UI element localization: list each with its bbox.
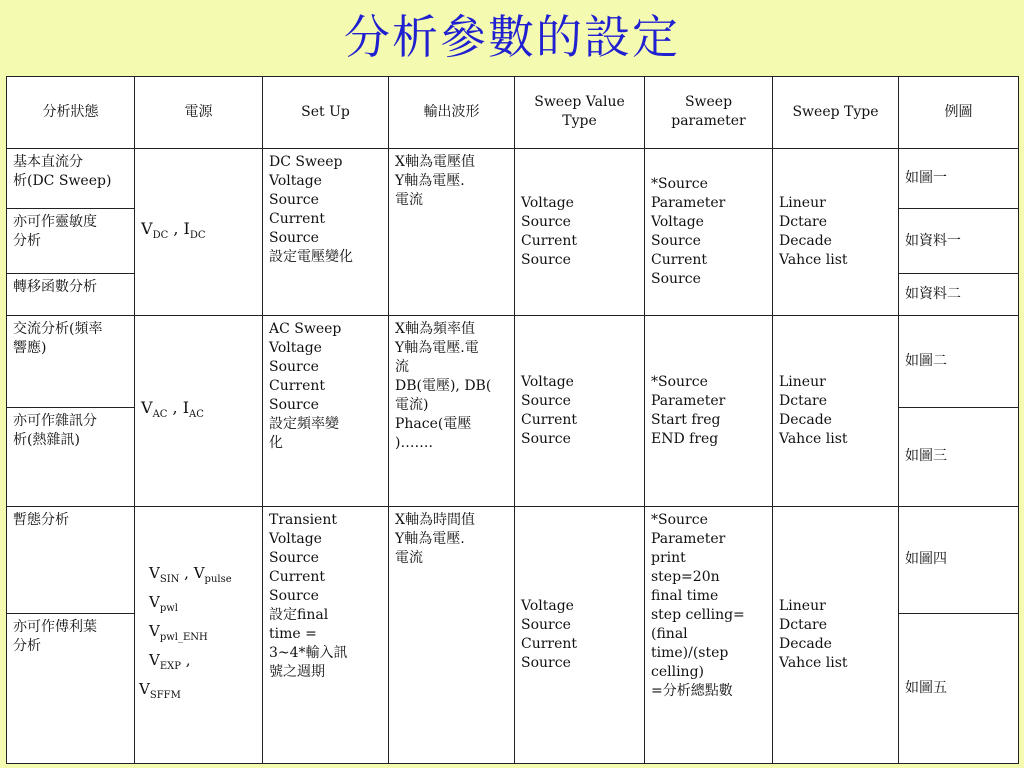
header-cell: Sweep Type xyxy=(773,77,899,149)
setup-cell: DC Sweep Voltage Source Current Source 設定電壓變化 xyxy=(263,148,389,315)
sweep-type-cell: Lineur Dctare Decade Vahce list xyxy=(773,315,899,506)
analysis-state-cell: 亦可作雜訊分 析(熱雜訊) xyxy=(7,408,135,507)
header-cell: 分析狀態 xyxy=(7,77,135,149)
header-cell: Set Up xyxy=(263,77,389,149)
analysis-state-cell: 轉移函數分析 xyxy=(7,274,135,315)
power-source-cell: $V_{DC}$ , $I_{DC}$ xyxy=(135,148,263,315)
table-row xyxy=(7,148,1019,208)
setup-cell: Transient Voltage Source Current Source 設定final time = 3~4*輸入訊 號之週期 xyxy=(263,506,389,763)
example-cell: 如圖二 xyxy=(899,315,1019,408)
example-cell: 如圖一 xyxy=(899,148,1019,208)
sweep-type-cell: Lineur Dctare Decade Vahce list xyxy=(773,506,899,763)
header-cell: Sweep Value Type xyxy=(515,77,645,149)
header-row xyxy=(7,77,1019,149)
sweep-value-type-cell: Voltage Source Current Source xyxy=(515,148,645,315)
analysis-state-cell: 交流分析(頻率 響應) xyxy=(7,315,135,408)
output-waveform-cell: X軸為頻率值 Y軸為電壓.電 流 DB(電壓), DB( 電流) Phace(電壓 )……. xyxy=(389,315,515,506)
header-cell: 例圖 xyxy=(899,77,1019,149)
example-cell: 如圖三 xyxy=(899,408,1019,507)
analysis-state-cell: 基本直流分 析(DC Sweep) xyxy=(7,148,135,208)
example-cell: 如資料二 xyxy=(899,274,1019,315)
analysis-parameter-table xyxy=(6,76,1019,764)
analysis-state-cell: 亦可作傅利葉 分析 xyxy=(7,613,135,763)
header-cell: 輸出波形 xyxy=(389,77,515,149)
analysis-state-cell: 亦可作靈敏度 分析 xyxy=(7,208,135,274)
output-waveform-cell: X軸為電壓值 Y軸為電壓. 電流 xyxy=(389,148,515,315)
output-waveform-cell: X軸為時間值 Y軸為電壓. 電流 xyxy=(389,506,515,763)
analysis-state-cell: 暫態分析 xyxy=(7,506,135,613)
example-cell: 如圖五 xyxy=(899,613,1019,763)
sweep-value-type-cell: Voltage Source Current Source xyxy=(515,315,645,506)
example-cell: 如圖四 xyxy=(899,506,1019,613)
table-row xyxy=(7,506,1019,613)
example-cell: 如資料一 xyxy=(899,208,1019,274)
header-cell: Sweep parameter xyxy=(645,77,773,149)
sweep-parameter-cell: *Source Parameter print step=20n final time step celling= (final time)/(step celling) =分析總點數 xyxy=(645,506,773,763)
power-source-cell: $V_{SIN}$ , $V_{pulse}$ $V_{pwl}$ $V_{pwl\_ENH}$ $V_{EXP}$ , $V_{SFFM}$ xyxy=(135,506,263,763)
power-source-cell: $V_{AC}$ , $I_{AC}$ xyxy=(135,315,263,506)
sweep-parameter-cell: *Source Parameter Voltage Source Current Source xyxy=(645,148,773,315)
sweep-type-cell: Lineur Dctare Decade Vahce list xyxy=(773,148,899,315)
sweep-parameter-cell: *Source Parameter Start freg END freg xyxy=(645,315,773,506)
table-row xyxy=(7,315,1019,408)
setup-cell: AC Sweep Voltage Source Current Source 設定頻率變 化 xyxy=(263,315,389,506)
header-cell: 電源 xyxy=(135,77,263,149)
slide-title: 分析參數的設定 xyxy=(344,10,680,64)
sweep-value-type-cell: Voltage Source Current Source xyxy=(515,506,645,763)
